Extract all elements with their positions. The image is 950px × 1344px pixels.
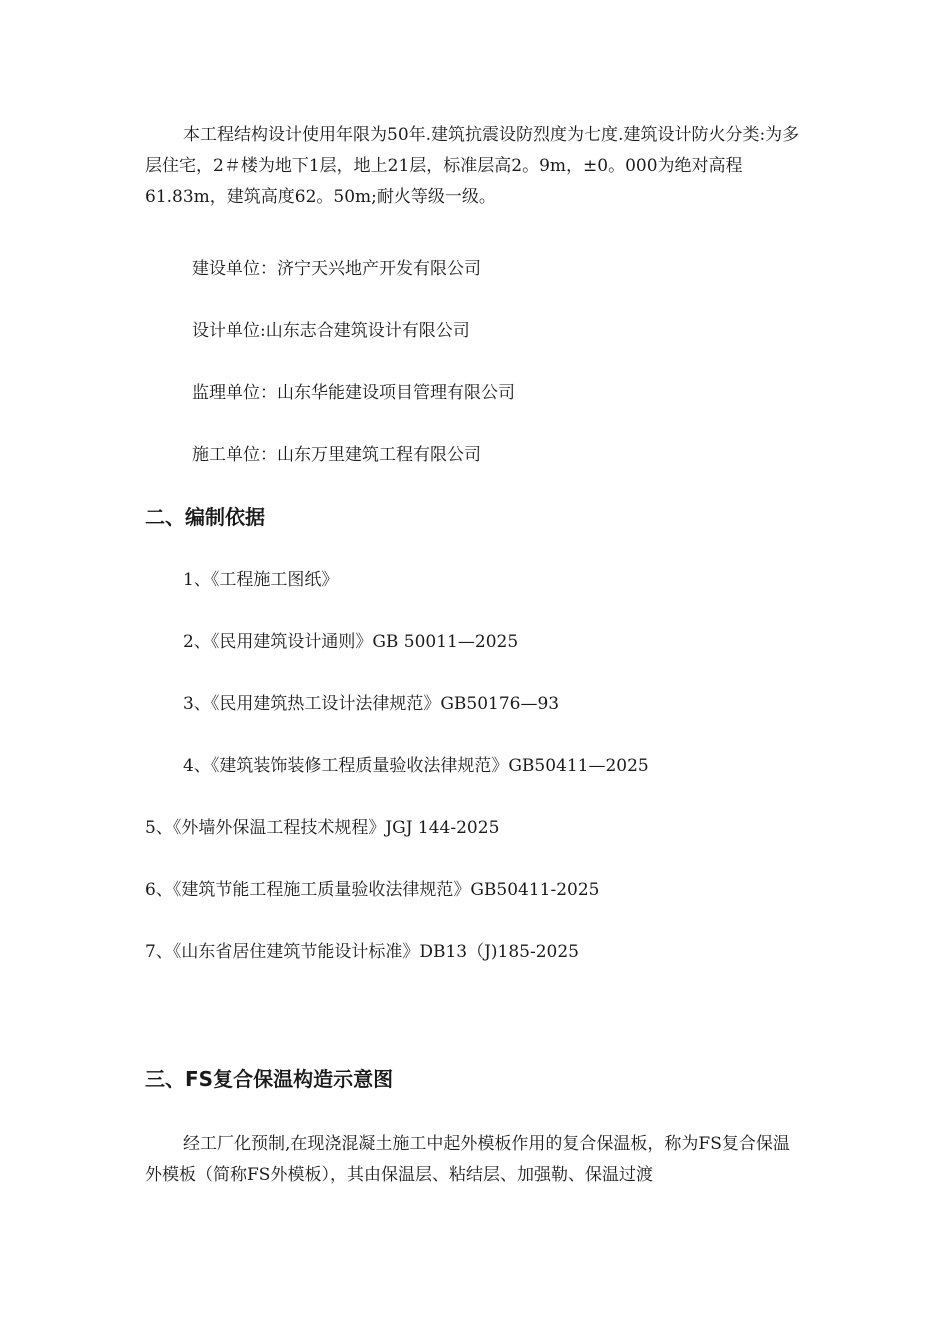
unit-design: 设计单位:山东志合建筑设计有限公司 [192, 321, 470, 341]
unit-construction: 建设单位：济宁天兴地产开发有限公司 [192, 259, 481, 279]
section-heading-diagram: 三、FS复合保温构造示意图 [145, 1067, 394, 1091]
intro-text: 本工程结构设计使用年限为50年.建筑抗震设防烈度为七度.建筑设计防火分类:为多层住宅，2＃楼为地下1层，地上21层，标准层高2。9m，±0。000为绝对高程61.83m，建筑高度62。50m;耐火等级一级。 [145, 125, 800, 207]
basis-item-7: 7、《山东省居住建筑节能设计标准》DB13（J)185-2025 [145, 942, 579, 962]
unit-contractor: 施工单位：山东万里建筑工程有限公司 [192, 445, 481, 465]
section-heading-basis: 二、编制依据 [145, 505, 265, 529]
basis-item-3: 3、《民用建筑热工设计法律规范》GB50176—93 [183, 694, 560, 714]
basis-item-5: 5、《外墙外保温工程技术规程》JGJ 144-2025 [145, 818, 500, 838]
basis-item-1: 1、《工程施工图纸》 [183, 570, 339, 590]
basis-item-4: 4、《建筑装饰装修工程质量验收法律规范》GB50411—2025 [183, 756, 649, 776]
unit-supervision: 监理单位：山东华能建设项目管理有限公司 [192, 383, 515, 403]
section3-paragraph [145, 1129, 805, 1191]
section3-text: 经工厂化预制,在现浇混凝土施工中起外模板作用的复合保温板，称为FS复合保温外模板（简称FS外模板），其由保温层、粘结层、加强勒、保温过渡 [145, 1134, 790, 1185]
basis-item-2: 2、《民用建筑设计通则》GB 50011—2025 [183, 632, 519, 652]
intro-paragraph [145, 120, 805, 213]
basis-item-6: 6、《建筑节能工程施工质量验收法律规范》GB50411-2025 [145, 880, 600, 900]
